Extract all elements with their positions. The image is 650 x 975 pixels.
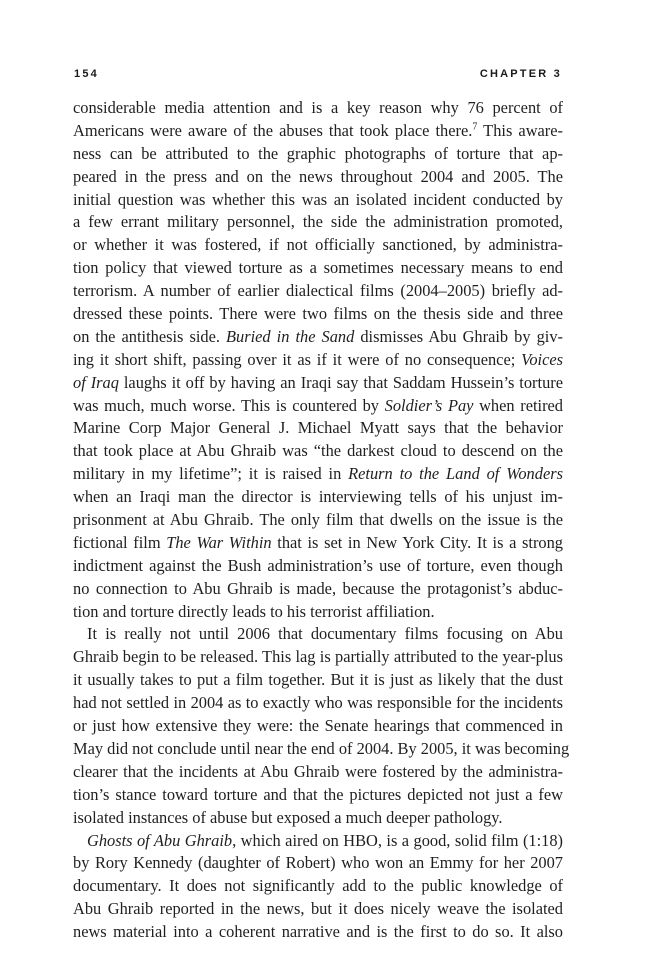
text-line <box>73 257 563 280</box>
page-number: 154 <box>74 68 99 80</box>
body-text <box>73 97 570 944</box>
text-run: military in my lifetime”; it is raised in <box>73 464 349 484</box>
text-run: tion and torture directly leads to his terrorist affiliation. <box>73 601 435 621</box>
text-run: news material into a coherent narrative and is the first to do so. It also <box>73 922 563 942</box>
text-run: laughs it off by having an Iraqi say that Saddam Hussein’s torture <box>118 372 563 392</box>
text-line <box>73 463 563 486</box>
text-line <box>73 898 563 921</box>
text-line <box>73 623 563 646</box>
text-run: ness can be attributed to the graphic photographs of torture that ap- <box>73 143 563 163</box>
text-line <box>73 921 563 944</box>
text-line <box>73 303 563 326</box>
text-line <box>73 280 563 303</box>
text-line <box>73 509 563 532</box>
text-run: clearer that the incidents at Abu Ghraib were fostered by the administra- <box>73 761 563 781</box>
text-run: was much, much worse. This is countered by <box>73 395 385 415</box>
film-title: Return to the Land of Wonders <box>348 464 563 484</box>
text-run: This aware- <box>477 120 563 140</box>
text-line <box>73 395 563 418</box>
film-title: The War Within <box>166 532 272 552</box>
text-run: Abu Ghraib reported in the news, but it does nicely weave the isolated <box>73 899 563 919</box>
text-line <box>73 234 563 257</box>
text-run: fictional film <box>73 532 167 552</box>
text-run: when an Iraqi man the director is interviewing tells of his unjust im- <box>73 487 563 507</box>
text-run: no connection to Abu Ghraib is made, because the protagonist’s abduc- <box>73 578 563 598</box>
film-title: Voices <box>521 349 563 369</box>
text-line <box>73 486 563 509</box>
text-run: indictment against the Bush administration’s use of torture, even though <box>73 555 563 575</box>
running-head <box>74 68 562 80</box>
text-run: on the antithesis side. <box>73 326 226 346</box>
text-line <box>73 692 563 715</box>
text-run: or just how extensive they were: the Senate hearings that commenced in <box>73 716 563 736</box>
text-line <box>73 166 563 189</box>
text-line <box>73 349 563 372</box>
text-run: dismisses Abu Ghraib by giv- <box>354 326 563 346</box>
text-line <box>73 715 563 738</box>
text-line <box>73 555 563 578</box>
text-run: tion’s stance toward torture and that the pictures depicted not just a few <box>73 784 563 804</box>
text-run: that took place at Abu Ghraib was “the darkest cloud to descend on the <box>73 441 563 461</box>
text-run: It is really not until 2006 that documentary films focusing on Abu <box>87 624 563 644</box>
text-run: peared in the press and on the news throughout 2004 and 2005. The <box>73 166 563 186</box>
text-line <box>73 830 563 853</box>
text-run: isolated instances of abuse but exposed a much deeper pathology. <box>73 807 503 827</box>
film-title: Ghosts of Abu Ghraib <box>87 830 233 850</box>
film-title: Soldier’s Pay <box>384 395 474 415</box>
text-line <box>73 669 563 692</box>
text-run: initial question was whether this was an isolated incident conducted by <box>73 189 563 209</box>
text-run: May did not conclude until near the end of 2004. By 2005, it was becoming <box>73 738 570 758</box>
text-run: or whether it was fostered, if not officially sanctioned, by administra- <box>73 235 563 255</box>
text-line <box>73 211 563 234</box>
text-run: documentary. It does not significantly add to the public knowledge of <box>73 876 563 896</box>
text-run: Americans were aware of the abuses that took place there. <box>73 120 473 140</box>
text-line <box>73 372 563 395</box>
text-line <box>73 646 563 669</box>
text-line <box>73 143 563 166</box>
text-line <box>73 532 563 555</box>
text-line <box>73 417 563 440</box>
text-line <box>73 326 563 349</box>
chapter-title: CHAPTER 3 <box>479 68 562 80</box>
text-line <box>73 852 563 875</box>
film-title: of Iraq <box>73 372 119 392</box>
text-line <box>73 120 563 143</box>
text-line <box>73 578 563 601</box>
text-line <box>73 738 570 761</box>
text-run: that is set in New York City. It is a strong <box>271 532 564 552</box>
text-run: by Rory Kennedy (daughter of Robert) who won an Emmy for her 2007 <box>73 853 563 873</box>
text-run: when retired <box>473 395 564 415</box>
film-title: Buried in the Sand <box>226 326 355 346</box>
text-run: prisonment at Abu Ghraib. The only film that dwells on the issue is the <box>73 510 563 530</box>
text-line <box>73 189 563 212</box>
text-line <box>73 875 563 898</box>
text-line <box>73 440 563 463</box>
text-run: a few errant military personnel, the side the administration promoted, <box>73 212 563 232</box>
text-line <box>73 97 563 120</box>
footnote-ref: 7 <box>472 121 478 133</box>
text-line <box>73 601 563 624</box>
text-run: , which aired on HBO, is a good, solid film (1:18) <box>232 830 563 850</box>
text-run: ing it short shift, passing over it as if it were of no consequence; <box>73 349 522 369</box>
text-line <box>73 761 563 784</box>
text-run: Marine Corp Major General J. Michael Myatt says that the behavior <box>73 418 563 438</box>
text-line <box>73 807 563 830</box>
text-run: tion policy that viewed torture as a sometimes necessary means to end <box>73 258 563 278</box>
text-run: it usually takes to put a film together. But it is just as likely that the dust <box>73 670 563 690</box>
text-line <box>73 784 563 807</box>
text-run: dressed these points. There were two films on the thesis side and three <box>73 304 563 324</box>
text-run: considerable media attention and is a key reason why 76 percent of <box>73 98 563 117</box>
text-run: had not settled in 2004 as to exactly who was responsible for the incidents <box>73 693 563 713</box>
text-run: Ghraib begin to be released. This lag is partially attributed to the year-plus <box>73 647 563 667</box>
text-run: terrorism. A number of earlier dialectical films (2004–2005) briefly ad- <box>73 281 563 301</box>
